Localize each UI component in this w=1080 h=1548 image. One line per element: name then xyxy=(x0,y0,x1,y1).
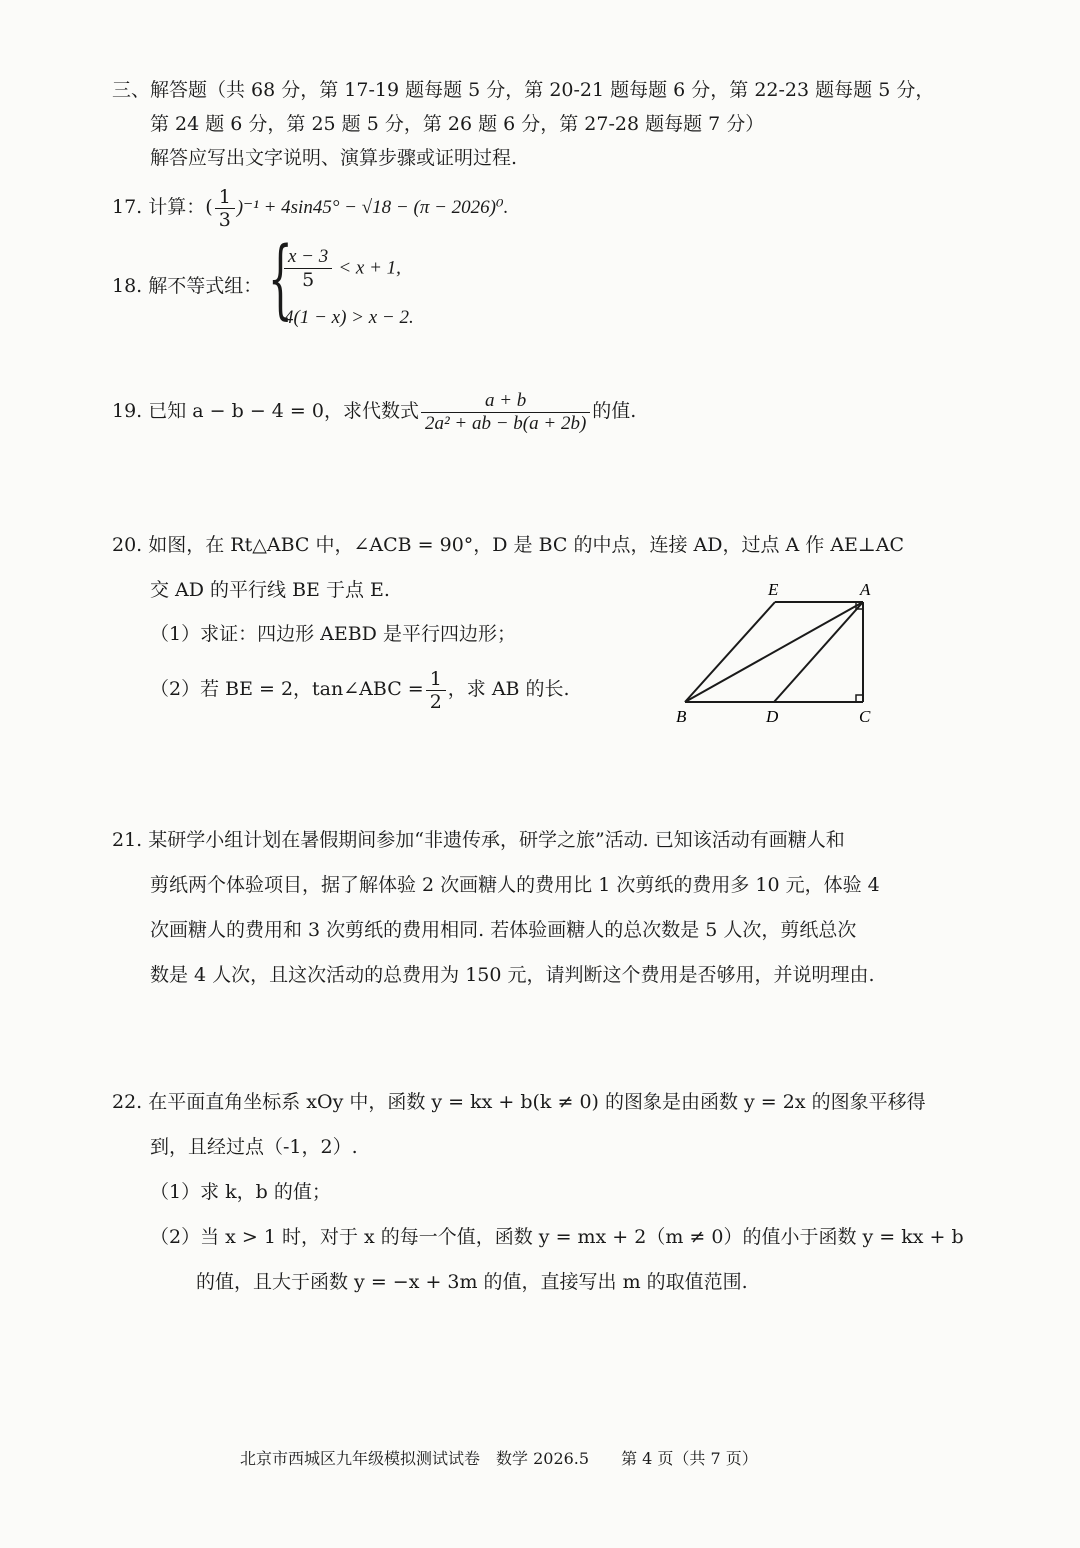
section-heading-line2: 第 24 题 6 分，第 25 题 5 分，第 26 题 6 分，第 27-28 题每题 7 分） xyxy=(150,113,765,135)
q20-figure xyxy=(660,576,890,736)
q20-stem-line2: 交 AD 的平行线 BE 于点 E. xyxy=(150,579,390,601)
q17-fraction: $\frac{1}{3}$ xyxy=(215,186,235,231)
q17-expression: )⁻¹ + 4sin45° − √18 − (π − 2026)⁰. xyxy=(236,197,509,218)
q20-part1: （1）求证：四边形 AEBD 是平行四边形； xyxy=(150,623,516,645)
segment-ab xyxy=(685,602,863,702)
q19-fraction: $\frac{a + b}{\text{2a² + ab − b(a + 2b)}}$ xyxy=(421,390,590,435)
q17-label: 17. 计算： xyxy=(112,196,206,218)
q18-label: 18. 解不等式组： xyxy=(112,275,263,297)
q18-brace: { xyxy=(268,229,293,329)
page-footer: 北京市西城区九年级模拟测试试卷 数学 2026.5 第 4 页（共 7 页） xyxy=(240,1449,758,1468)
label-b: B xyxy=(676,707,687,726)
q19-text: 19. 已知 a − b − 4 = 0，求代数式 xyxy=(112,400,419,422)
question-19 xyxy=(112,388,636,435)
q18-inequality-2: 4(1 − x) > x − 2. xyxy=(284,307,414,328)
q22-line1: 22. 在平面直角坐标系 xOy 中，函数 y = kx + b(k ≠ 0) 的图象是由函数 y = 2x 的图象平移得 xyxy=(112,1091,926,1113)
q20-stem-line1: 20. 如图，在 Rt△ABC 中，∠ACB = 90°，D 是 BC 的中点，连接 AD，过点 A 作 AE⊥AC xyxy=(112,534,905,556)
q21-line4: 数是 4 人次，且这次活动的总费用为 150 元，请判断这个费用是否够用，并说明理由. xyxy=(150,964,875,986)
section-instructions: 解答应写出文字说明、演算步骤或证明过程. xyxy=(150,147,518,169)
q22-line2: 到，且经过点（-1，2）. xyxy=(150,1136,358,1158)
q19-tail: 的值. xyxy=(592,400,637,422)
label-e: E xyxy=(768,580,779,599)
label-c: C xyxy=(859,707,871,726)
q21-line1: 21. 某研学小组计划在暑假期间参加“非遗传承，研学之旅”活动. 已知该活动有画糖人和 xyxy=(112,829,845,851)
q22-part2-line1: （2）当 x > 1 时，对于 x 的每一个值，函数 y = mx + 2（m ≠ 0）的值小于函数 y = kx + b xyxy=(150,1226,964,1248)
label-d: D xyxy=(766,707,779,726)
segment-be xyxy=(685,602,775,702)
segment-ad xyxy=(774,602,863,702)
q22-part2-line2: 的值，且大于函数 y = −x + 3m 的值，直接写出 m 的取值范围. xyxy=(196,1271,748,1293)
q20-part2: （2）若 BE = 2，tan∠ABC = $\frac{1}{2}$ ，求 AB 的长. xyxy=(150,667,570,713)
q21-line2: 剪纸两个体验项目，据了解体验 2 次画糖人的费用比 1 次剪纸的费用多 10 元，体验 4 xyxy=(150,874,880,896)
q22-part1: （1）求 k，b 的值； xyxy=(150,1181,331,1203)
section-heading: 三、解答题（共 68 分，第 17-19 题每题 5 分，第 20-21 题每题 6 分，第 22-23 题每题 5 分， xyxy=(112,79,935,101)
q18-inequality-1: $\frac{x - 3}{5}$ < x + 1, xyxy=(284,246,401,291)
question-17: 17. 计算：( $\frac{1}{3}$ )⁻¹ + 4sin45° − √18 − (π − 2026)⁰. xyxy=(112,185,509,231)
q21-line3: 次画糖人的费用和 3 次剪纸的费用相同. 若体验画糖人的总次数是 5 人次，剪纸总次 xyxy=(150,919,857,941)
right-angle-mark-c xyxy=(856,695,863,702)
label-a: A xyxy=(860,580,871,599)
